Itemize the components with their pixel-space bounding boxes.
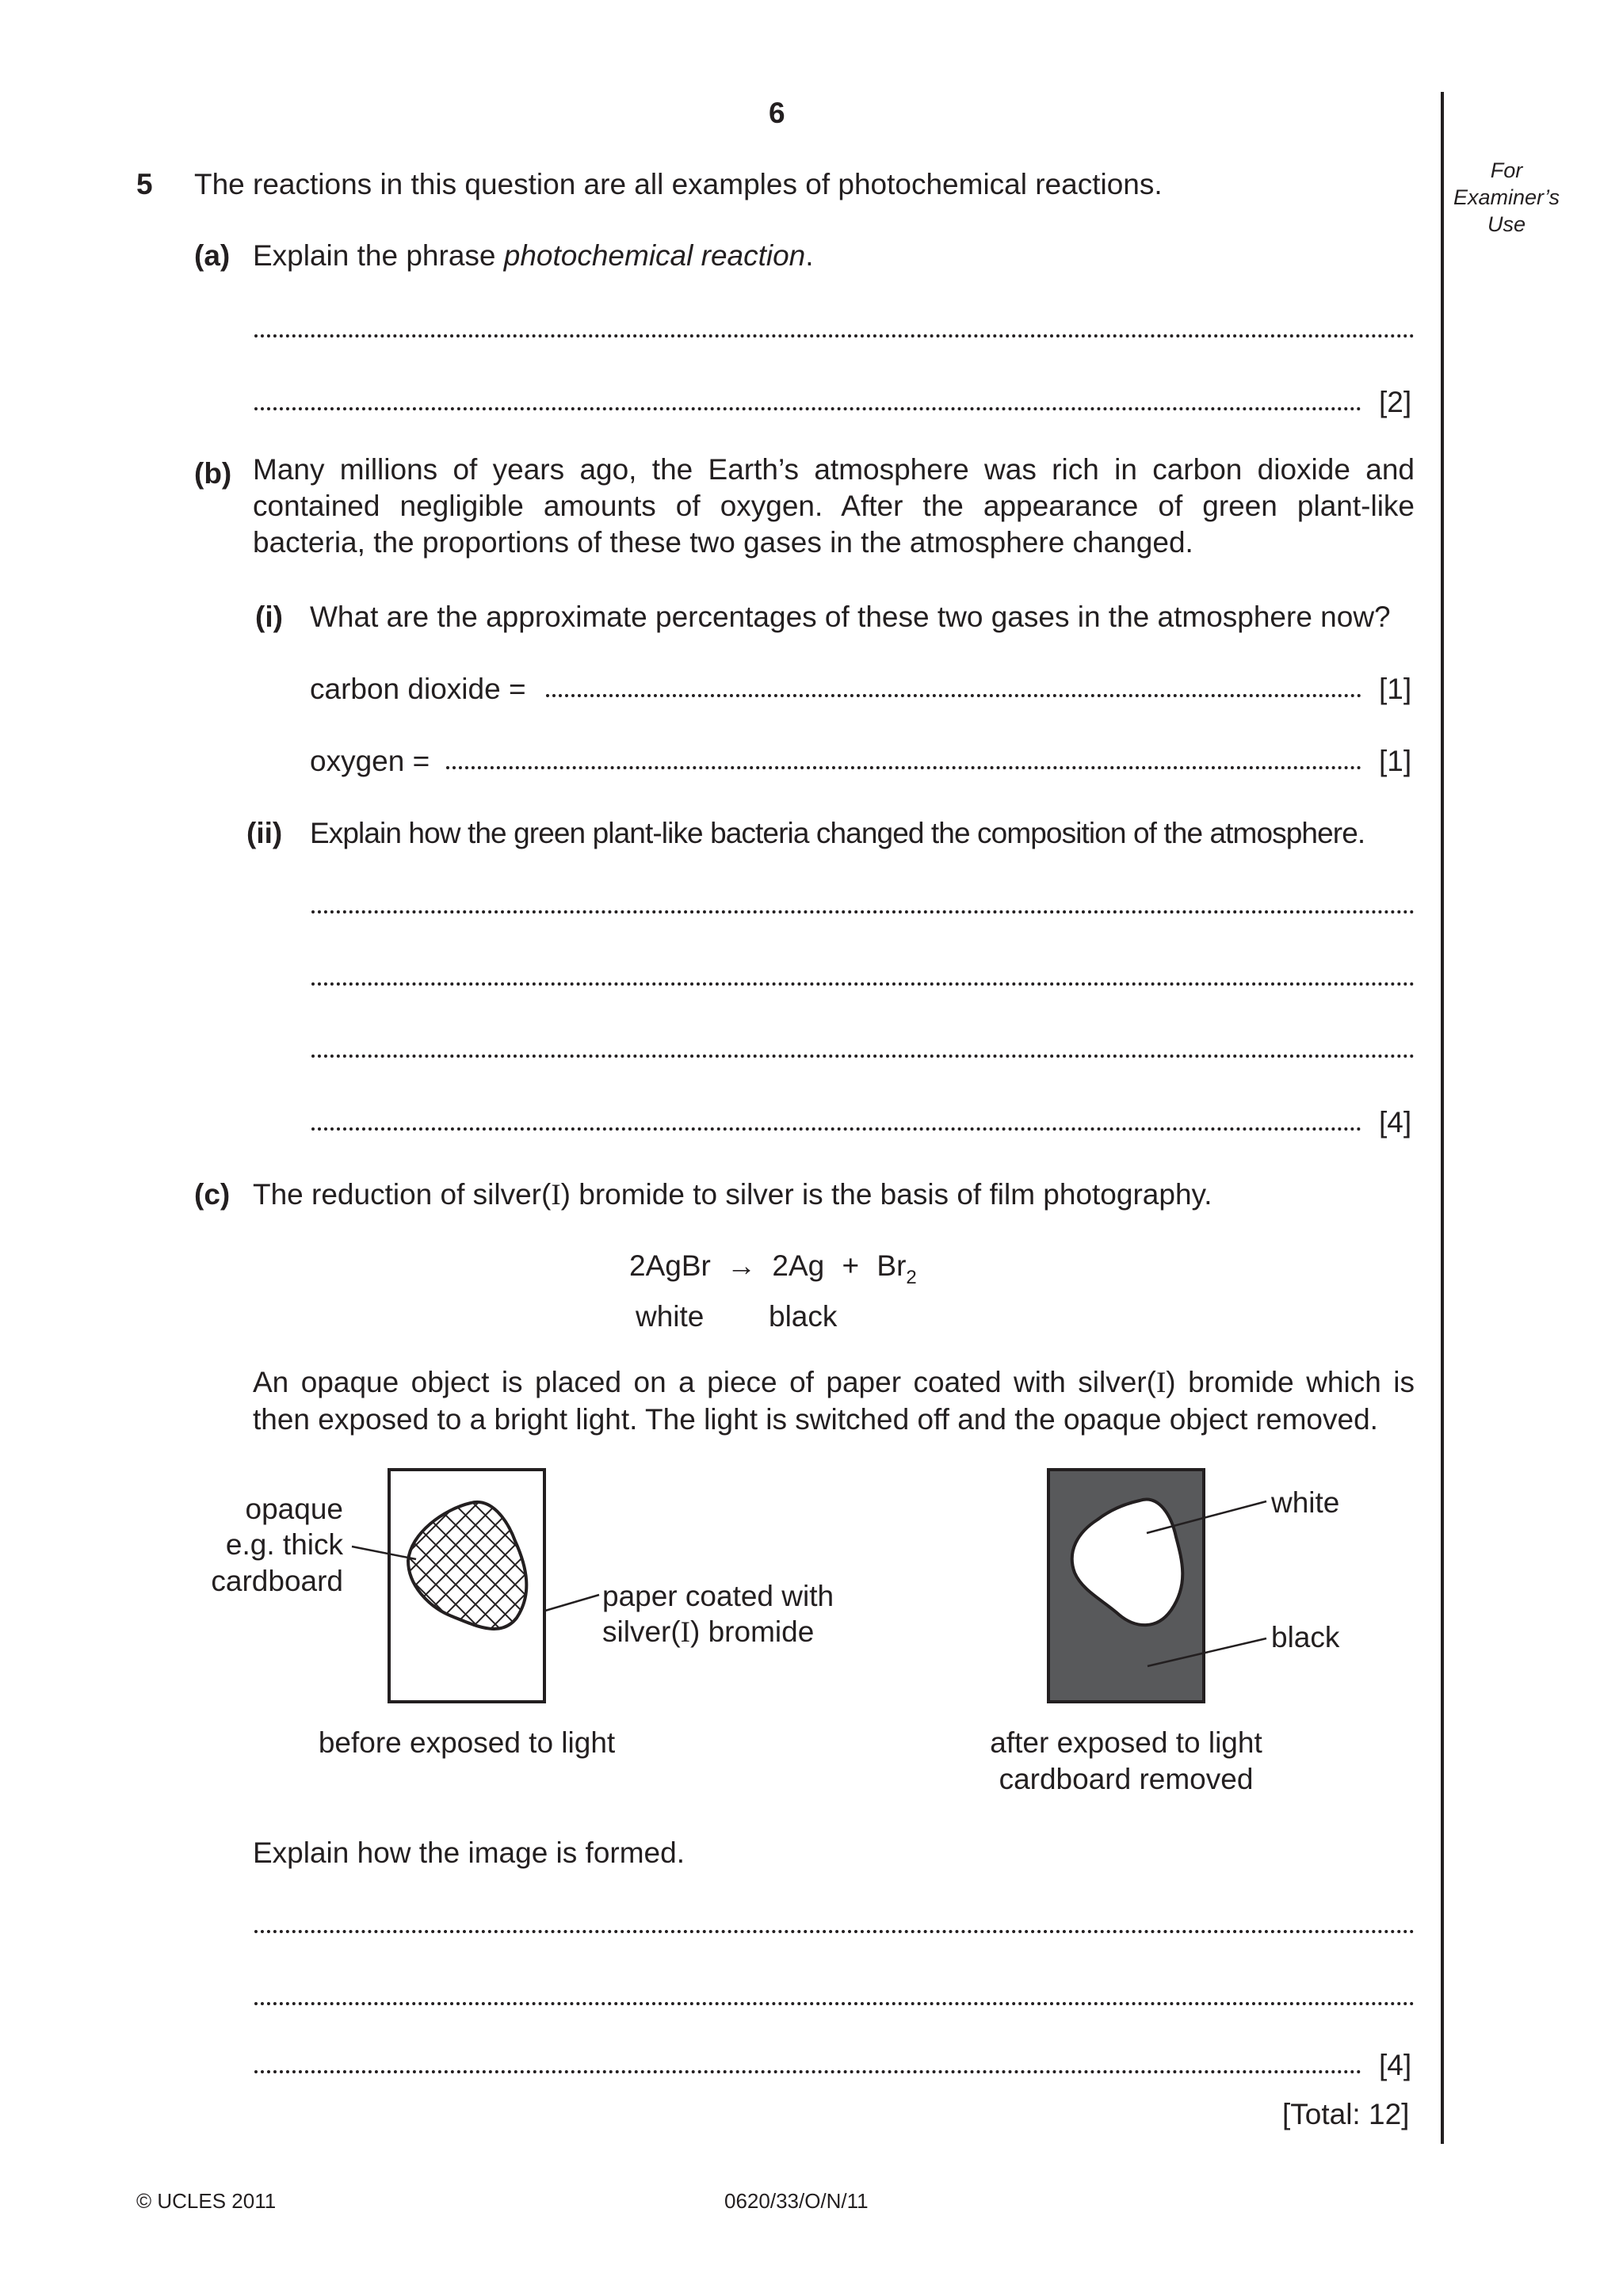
marks-b-ii: [4] xyxy=(1379,1106,1412,1138)
part-b-i-label: (i) xyxy=(255,601,283,633)
examiner-line-2: Examiner’s xyxy=(1453,185,1560,209)
equation-product-1: 2Ag xyxy=(772,1249,825,1282)
black-label: black xyxy=(1271,1621,1340,1653)
part-b-label: (b) xyxy=(194,457,232,490)
equation-product-2: Br xyxy=(876,1249,907,1282)
part-c-paragraph xyxy=(253,1364,1415,1438)
equation-reactant: 2AgBr xyxy=(629,1249,711,1282)
examiner-margin-rule xyxy=(1441,92,1444,2144)
answer-line-a-1[interactable] xyxy=(254,334,1415,338)
part-a-label: (a) xyxy=(194,239,231,272)
co2-marks: [1] xyxy=(1379,673,1412,705)
opaque-label-line-2: e.g. thick xyxy=(225,1528,343,1561)
part-c-paragraph-line-1: An opaque object is placed on a piece of paper coated with silver(I) bromide which is xyxy=(253,1366,1415,1399)
co2-label: carbon dioxide = xyxy=(310,673,526,705)
part-b-ii-label: (ii) xyxy=(246,817,283,849)
after-caption-line-1: after exposed to light xyxy=(990,1726,1262,1759)
answer-line-c-3[interactable] xyxy=(254,2070,1361,2073)
unexposed-paper xyxy=(389,1470,544,1702)
footer-code: 0620/33/O/N/11 xyxy=(724,2189,869,2213)
answer-line-b-ii-4[interactable] xyxy=(311,1127,1361,1131)
part-a-text: Explain the phrase photochemical reaction. xyxy=(253,239,814,272)
after-caption-line-2: cardboard removed xyxy=(999,1763,1254,1795)
part-c-text: The reduction of silver(I) bromide to silver is the basis of film photography. xyxy=(253,1178,1212,1211)
answer-line-b-ii-1[interactable] xyxy=(311,910,1415,913)
part-b-line-2: contained negligible amounts of oxygen. After the appearance of green plant-like xyxy=(253,490,1415,522)
examiner-line-3: Use xyxy=(1487,212,1526,236)
part-c-explain: Explain how the image is formed. xyxy=(253,1836,685,1869)
equation-arrow: → xyxy=(727,1249,757,1282)
marks-a: [2] xyxy=(1379,386,1412,418)
o2-label: oxygen = xyxy=(310,745,430,777)
examiner-use-label xyxy=(1452,157,1561,238)
equation xyxy=(629,1251,917,1287)
question-intro: The reactions in this question are all examples of photochemical reactions. xyxy=(194,168,1163,200)
co2-answer-line[interactable] xyxy=(546,694,1361,697)
white-pointer xyxy=(1147,1501,1266,1533)
total-marks: [Total: 12] xyxy=(1282,2098,1410,2130)
part-c-paragraph-line-2: then exposed to a bright light. The light is switched off and the opaque object removed. xyxy=(253,1403,1378,1436)
paper-label-line-2: silver(I) bromide xyxy=(602,1615,815,1649)
question-number: 5 xyxy=(136,168,153,200)
part-c-label: (c) xyxy=(194,1178,231,1211)
answer-line-c-2[interactable] xyxy=(254,2002,1415,2005)
part-b-ii-text: Explain how the green plant-like bacteria changed the composition of the atmosphere. xyxy=(310,817,1365,849)
footer-copyright: © UCLES 2011 xyxy=(136,2189,277,2213)
exposed-paper xyxy=(1048,1470,1204,1702)
part-b-text xyxy=(253,452,1415,561)
opaque-label-line-1: opaque xyxy=(245,1493,343,1525)
part-b-line-3: bacteria, the proportions of these two gases in the atmosphere changed. xyxy=(253,526,1193,559)
answer-line-b-ii-2[interactable] xyxy=(311,982,1415,986)
equation-plus: + xyxy=(842,1249,860,1282)
equation-reactant-colour: white xyxy=(636,1300,705,1333)
opaque-label-line-3: cardboard xyxy=(211,1565,343,1597)
o2-marks: [1] xyxy=(1379,745,1412,777)
paper-label-line-1: paper coated with xyxy=(602,1580,834,1612)
answer-line-b-ii-3[interactable] xyxy=(311,1055,1415,1058)
equation-subscript: 2 xyxy=(906,1267,917,1288)
answer-line-c-1[interactable] xyxy=(254,1930,1415,1933)
part-b-line-1: Many millions of years ago, the Earth’s atmosphere was rich in carbon dioxide and xyxy=(253,453,1415,486)
before-caption: before exposed to light xyxy=(318,1726,616,1759)
black-pointer xyxy=(1148,1638,1266,1666)
white-label: white xyxy=(1271,1486,1340,1519)
marks-c: [4] xyxy=(1379,2049,1412,2081)
answer-line-a-2[interactable] xyxy=(254,407,1361,410)
part-b-i-text: What are the approximate percentages of these two gases in the atmosphere now? xyxy=(310,601,1391,633)
page-number: 6 xyxy=(769,97,785,129)
examiner-line-1: For xyxy=(1490,158,1523,182)
o2-answer-line[interactable] xyxy=(446,766,1361,769)
image-of-cardboard xyxy=(1072,1500,1183,1626)
paper-pointer xyxy=(545,1595,599,1611)
cardboard-pointer xyxy=(352,1547,416,1559)
opaque-cardboard xyxy=(408,1502,526,1629)
equation-product-colour: black xyxy=(769,1300,838,1333)
